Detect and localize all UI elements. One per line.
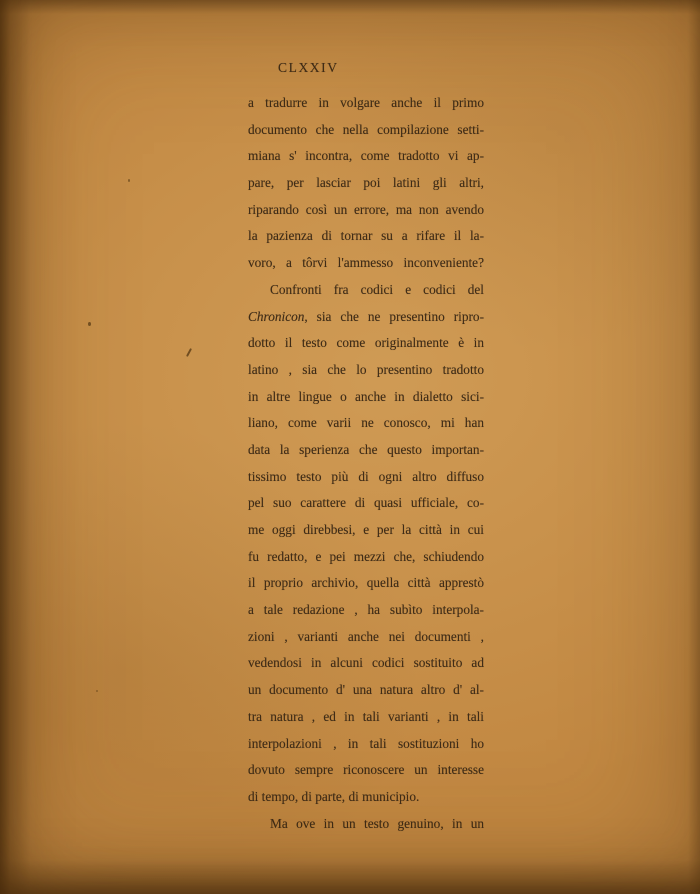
text-line xyxy=(248,410,484,437)
body-text: il proprio archivio, quella città apprestò xyxy=(248,575,484,591)
body-text: di tempo, di parte, di municipio. xyxy=(248,788,420,804)
body-text: a tale redazione , ha subìto interpola- xyxy=(248,602,484,618)
body-text: documento che nella compilazione setti- xyxy=(248,121,484,137)
text-line xyxy=(248,597,484,624)
italic-text: Chronicon xyxy=(248,308,305,324)
text-line xyxy=(248,757,484,784)
text-line xyxy=(248,250,484,277)
body-text: interpolazioni , in tali sostituzioni ho xyxy=(248,735,484,751)
paper-mark xyxy=(186,348,192,357)
text-line xyxy=(248,223,484,250)
body-text: tissimo testo più di ogni altro diffuso xyxy=(248,468,484,484)
body-text: Ma ove in un testo genuino, in un xyxy=(270,815,484,831)
text-line xyxy=(248,277,484,304)
body-text: dotto il testo come originalmente è in xyxy=(248,335,484,351)
body-text: , sia che ne presentino ripro- xyxy=(304,308,484,324)
text-line xyxy=(248,570,484,597)
text-line xyxy=(248,784,484,811)
text-line xyxy=(248,117,484,144)
text-line xyxy=(248,170,484,197)
text-line xyxy=(248,384,484,411)
page-number: CLXXIV xyxy=(278,60,339,75)
body-text: zioni , varianti anche nei documenti , xyxy=(248,628,484,644)
text-line xyxy=(248,490,484,517)
text-line xyxy=(248,544,484,571)
body-text: Confronti fra codici e codici del xyxy=(270,281,484,297)
paper-speck xyxy=(88,322,91,326)
body-text: in altre lingue o anche in dialetto sici- xyxy=(248,388,484,404)
text-line xyxy=(248,704,484,731)
body-text: me oggi direbbesi, e per la città in cui xyxy=(248,522,484,537)
body-text: miana s' incontra, come tradotto vi ap- xyxy=(248,148,484,164)
body-text: tra natura , ed in tali varianti , in tali xyxy=(248,708,484,724)
text-line xyxy=(248,677,484,704)
paper-speck xyxy=(96,690,98,692)
body-text: a tradurre in volgare anche il primo xyxy=(248,95,484,110)
text-line xyxy=(248,330,484,357)
text-line xyxy=(248,437,484,464)
body-text: dovuto sempre riconoscere un interesse xyxy=(248,762,484,778)
body-text: data la sperienza che questo importan- xyxy=(248,441,484,457)
body-text: fu redatto, e pei mezzi che, schiudendo xyxy=(248,548,484,564)
text-line xyxy=(248,731,484,758)
text-line xyxy=(248,304,484,331)
text-line xyxy=(248,464,484,491)
text-line xyxy=(248,357,484,384)
body-text: latino , sia che lo presentino tradotto xyxy=(248,361,484,377)
text-line xyxy=(248,811,484,838)
text-line xyxy=(248,197,484,224)
text-line xyxy=(248,624,484,651)
body-text: riparando così un errore, ma non avendo xyxy=(248,201,484,217)
text-line xyxy=(248,143,484,170)
body-text: un documento d' una natura altro d' al- xyxy=(248,682,484,698)
body-text: liano, come varii ne conosco, mi han xyxy=(248,415,484,431)
page-text xyxy=(248,90,484,837)
body-text: la pazienza di tornar su a rifare il la- xyxy=(248,228,484,244)
body-text: pare, per lasciar poi latini gli altri, xyxy=(248,175,484,191)
text-line xyxy=(248,90,484,117)
text-line xyxy=(248,650,484,677)
body-text: vedendosi in alcuni codici sostituito ad xyxy=(248,655,484,671)
text-line xyxy=(248,517,484,544)
body-text: pel suo carattere di quasi ufficiale, co- xyxy=(248,495,484,511)
body-text: voro, a tôrvi l'ammesso inconveniente? xyxy=(248,255,484,271)
paper-speck xyxy=(128,179,130,182)
